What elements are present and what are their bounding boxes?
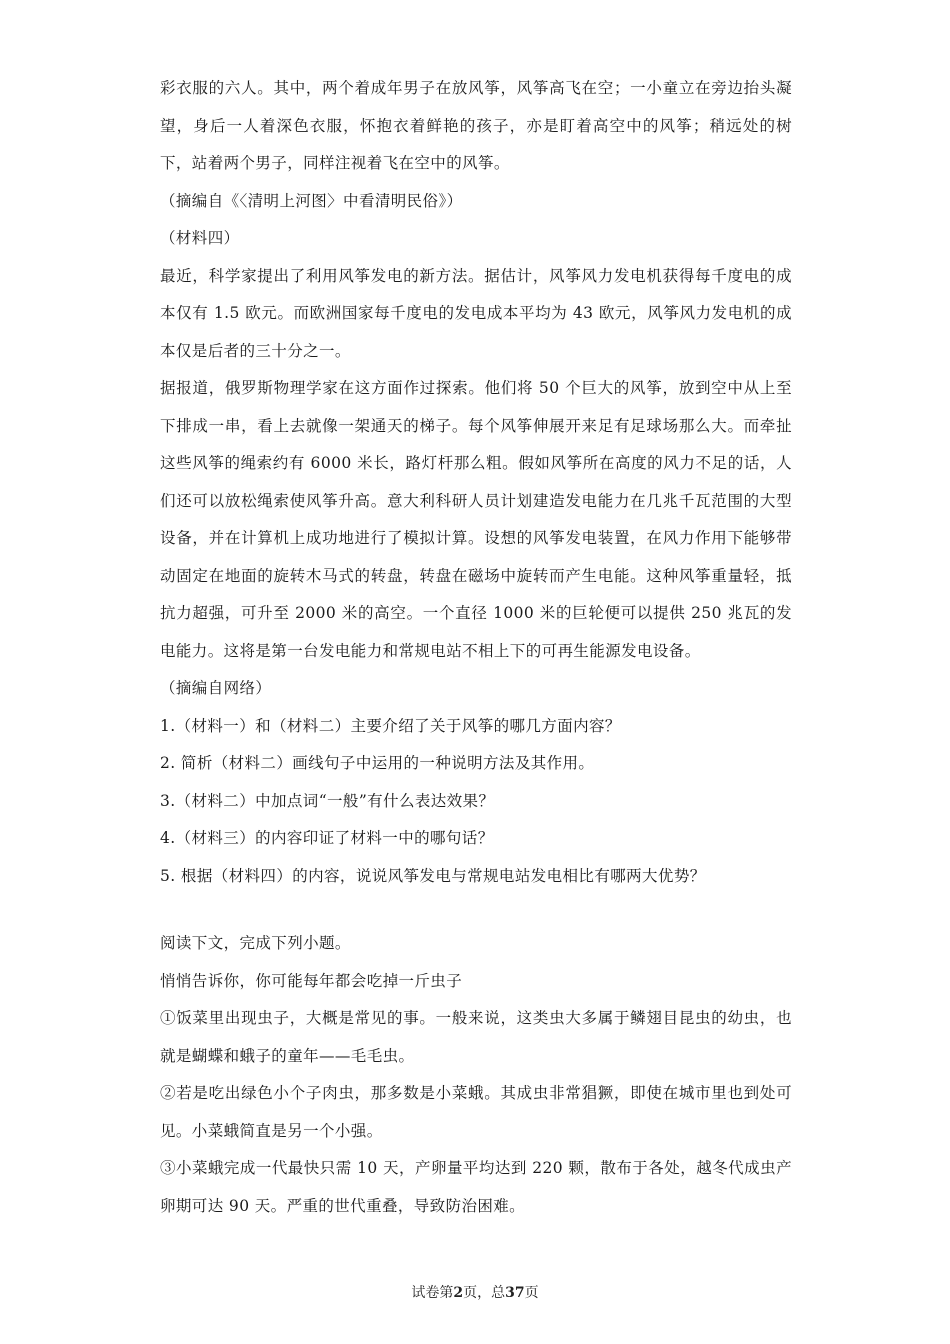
question-3: 3.（材料二）中加点词“一般”有什么表达效果？ bbox=[160, 791, 495, 810]
question-2: 2. 简析（材料二）画线句子中运用的一种说明方法及其作用。 bbox=[160, 754, 595, 772]
footer-middle: 页，总 bbox=[463, 1285, 506, 1301]
article-paragraph-1: ①饭菜里出现虫子，大概是常见的事。一般来说，这类虫大多属于鳞翅目昆虫的幼虫，也就是蝴蝶和蛾子的童年——毛毛虫。 bbox=[160, 1009, 792, 1065]
footer-total-pages: 37 bbox=[505, 1285, 525, 1301]
article-paragraph-2: ②若是吃出绿色小个子肉虫，那多数是小菜蛾。其成虫非常猖獗，即使在城市里也到处可见。小菜蛾简直是另一个小强。 bbox=[160, 1084, 792, 1140]
section-gap bbox=[160, 895, 792, 925]
source-note-qingming: （摘编自《〈清明上河图〉中看清明民俗》） bbox=[160, 191, 463, 210]
footer-suffix: 页 bbox=[524, 1285, 539, 1301]
article-paragraph-3: ③小菜蛾完成一代最快只需 10 天，产卵量平均达到 220 颗，散布于各处，越冬代成虫产卵期可达 90 天。严重的世代重叠，导致防治困难。 bbox=[160, 1159, 792, 1215]
article-title: 悄悄告诉你，你可能每年都会吃掉一斤虫子 bbox=[160, 971, 463, 990]
document-body bbox=[160, 70, 792, 1225]
material-four-heading: （材料四） bbox=[160, 229, 240, 247]
paragraph-kite-power-cost: 最近，科学家提出了利用风筝发电的新方法。据估计，风筝风力发电机获得每千度电的成本仅有 1.5 欧元。而欧洲国家每千度电的发电成本平均为 43 欧元，风筝风力发电机的成本仅是后者的三十分之一。 bbox=[160, 266, 792, 360]
question-5: 5. 根据（材料四）的内容，说说风筝发电与常规电站发电相比有哪两大优势？ bbox=[160, 866, 706, 885]
question-4: 4.（材料三）的内容印证了材料一中的哪句话？ bbox=[160, 829, 494, 847]
source-note-internet: （摘编自网络） bbox=[160, 679, 272, 697]
paragraph-kite-power-research: 据报道，俄罗斯物理学家在这方面作过探索。他们将 50 个巨大的风筝，放到空中从上至下排成一串，看上去就像一架通天的梯子。每个风筝伸展开来足有足球场那么大。而牵扯这些风筝的绳索约有 6000 米长，路灯杆那么粗。假如风筝所在高度的风力不足的话，人们还可以放松绳索使风筝升高。意大利科研人员计划建造发电能力在几兆千瓦范围的大型设备，并在计算机上成功地进行了模拟计算。设想的风筝发电装置，在风力作用下能够带动固定在地面的旋转木马式的转盘，转盘在磁场中旋转而产生电能。这种风筝重量轻，抵抗力超强，可升至 2000 米的高空。一个直径 1000 米的巨轮便可以提供 250 兆瓦的发电能力。这将是第一台发电能力和常规电站不相上下的可再生能源发电设备。 bbox=[160, 379, 792, 660]
footer-page-number: 2 bbox=[453, 1285, 464, 1301]
question-1: 1.（材料一）和（材料二）主要介绍了关于风筝的哪几方面内容？ bbox=[160, 716, 621, 735]
paragraph-material-three-end: 彩衣服的六人。其中，两个着成年男子在放风筝，风筝高飞在空；一小童立在旁边抬头凝望，身后一人着深色衣服，怀抱衣着鲜艳的孩子，亦是盯着高空中的风筝；稍远处的树下，站着两个男子，同样注视着飞在空中的风筝。 bbox=[160, 79, 792, 172]
footer-prefix: 试卷第 bbox=[411, 1285, 454, 1301]
page-footer bbox=[0, 1283, 950, 1303]
reading-instruction: 阅读下文，完成下列小题。 bbox=[160, 934, 351, 952]
